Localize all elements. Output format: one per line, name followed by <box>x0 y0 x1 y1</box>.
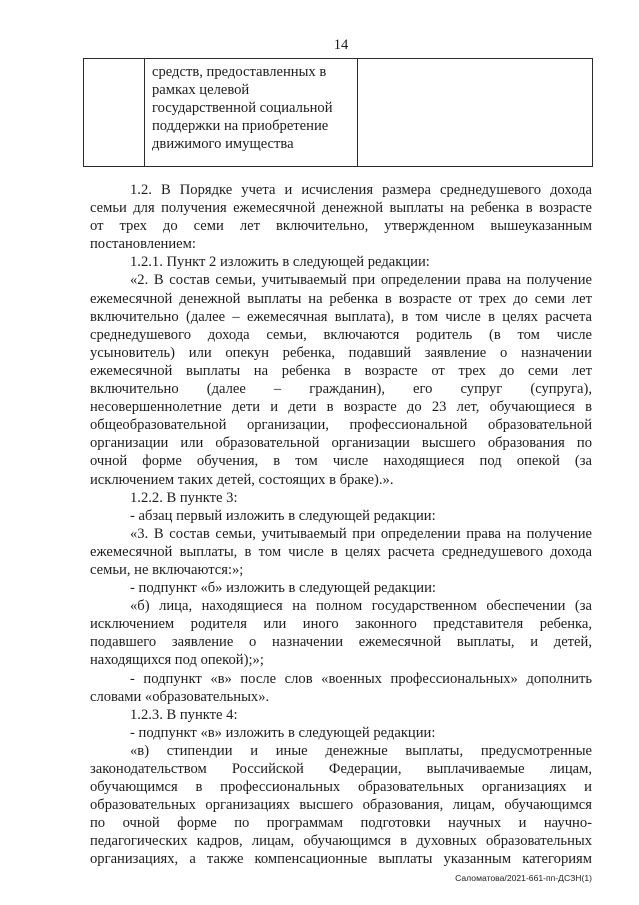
paragraph <box>90 706 592 724</box>
text-line: педагогических кадров, лицам, обучающимся в духовных образовательных <box>90 833 592 850</box>
text-line: - абзац первый изложить в следующей редакции: <box>130 507 436 524</box>
paragraph <box>90 271 592 488</box>
text-line: 1.2. В Порядке учета и исчисления размера среднедушевого дохода <box>130 182 592 198</box>
table-cell-line: рамках целевой <box>152 82 250 98</box>
text-line: по очной форме по программам подготовки научных и научно- <box>90 815 592 832</box>
table-cell-number <box>84 59 145 167</box>
body-text <box>90 181 592 869</box>
text-line: исключением таких детей, состоящих в браке).». <box>90 471 394 488</box>
paragraph <box>90 670 592 706</box>
text-line: среднедушевого дохода семьи, включаются родитель (в том числе <box>90 326 592 343</box>
paragraph <box>90 525 592 579</box>
paragraph <box>90 742 592 869</box>
text-line: 1.2.2. В пункте 3: <box>130 489 238 506</box>
text-line: общеобразовательной организации, профессиональной образовательной <box>90 417 592 434</box>
table-cell-value <box>358 59 593 167</box>
text-line: ежемесячной денежной выплаты на ребенка в возрасте от трех до семи лет <box>90 290 592 307</box>
text-line: постановлением: <box>90 236 196 253</box>
text-line: организациях, а также компенсационные выплаты указанным категориям <box>90 851 592 868</box>
text-line: включительно (далее – ежемесячная выплата), в том числе в целях расчета <box>90 308 592 325</box>
text-line: подавшего заявление о назначении ежемесячной выплаты, и детей, <box>90 634 592 651</box>
table-cell-line: движимого имущества <box>152 136 294 152</box>
text-line: «3. В состав семьи, учитываемый при определении права на получение <box>130 525 592 542</box>
paragraph <box>90 579 592 597</box>
text-line: «2. В состав семьи, учитываемый при определении права на получение <box>130 272 592 289</box>
table-row <box>84 59 593 167</box>
text-line: 1.2.1. Пункт 2 изложить в следующей редакции: <box>130 254 430 271</box>
text-line: семьи для получения ежемесячной денежной выплаты на ребенка в возрасте <box>90 200 592 217</box>
paragraph <box>90 724 592 742</box>
text-line: - подпункт «в» после слов «военных профессиональных» дополнить <box>130 670 592 687</box>
continuation-table <box>83 58 593 167</box>
text-line: исключением родителя или иного законного представителя ребенка, <box>90 616 592 633</box>
text-line: словами «образовательных». <box>90 688 270 705</box>
text-line: образовательных организациях высшего образования, лицам, обучающимся <box>90 797 592 814</box>
table-cell-line: средств, предоставленных в <box>152 64 327 80</box>
paragraph <box>90 489 592 507</box>
paragraph <box>90 597 592 669</box>
paragraph <box>90 181 592 253</box>
text-line: ежемесячной выплаты на ребенка в возрасте от трех до семи лет <box>90 362 592 379</box>
table-cell-line: поддержки на приобретение <box>152 118 329 134</box>
text-line: находящихся под опекой);»; <box>90 652 264 669</box>
text-line: - подпункт «в» изложить в следующей редакции: <box>130 724 436 741</box>
table-cell-line: государственной социальной <box>152 100 333 116</box>
text-line: включительно (далее – гражданин), его супруг (супруга), <box>90 381 592 398</box>
text-line: несовершеннолетние дети и дети в возрасте до 23 лет, обучающиеся в <box>90 399 592 416</box>
text-line: законодательством Российской Федерации, выплачиваемые лицам, <box>90 761 592 777</box>
text-line: ежемесячной выплаты, в том числе в целях расчета среднедушевого дохода <box>90 543 592 560</box>
text-line: - подпункт «б» изложить в следующей редакции: <box>130 580 436 597</box>
paragraph <box>90 507 592 525</box>
text-line: от трех до семи лет включительно, утвержденном вышеуказанным <box>90 218 592 235</box>
text-line: усыновитель) или опекун ребенка, подавший заявление о назначении <box>90 344 592 361</box>
table-cell-description <box>145 59 358 167</box>
page-number: 14 <box>333 37 349 53</box>
text-line: «б) лица, находящиеся на полном государственном обеспечении (за <box>130 598 592 615</box>
paragraph <box>90 253 592 271</box>
document-code: Саломатова/2021-661-пп-ДСЗН(1) <box>455 873 592 883</box>
text-line: обучающимся в профессиональных образовательных организациях и <box>90 779 592 796</box>
text-line: организации или образовательной организации высшего образования по <box>90 435 592 452</box>
text-line: очной форме обучения, в том числе находящиеся под опекой (за <box>90 453 592 470</box>
text-line: семьи, не включаются:»; <box>90 561 244 578</box>
text-line: «в) стипендии и иные денежные выплаты, предусмотренные <box>130 742 592 759</box>
text-line: 1.2.3. В пункте 4: <box>130 706 238 723</box>
